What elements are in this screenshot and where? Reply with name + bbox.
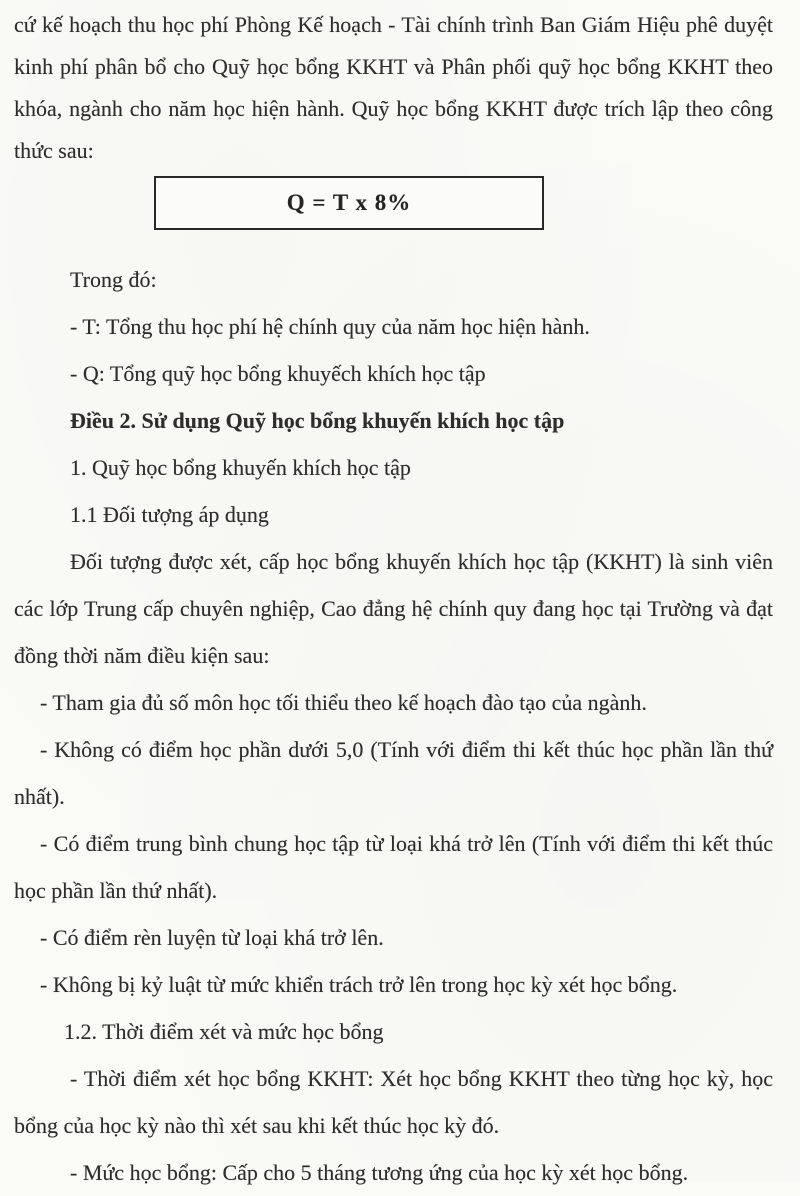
condition-item: - Có điểm trung bình chung học tập từ loại khá trở lên (Tính với điểm thi kết thúc học phần lần thứ nhất). — [14, 831, 773, 903]
formula-box — [154, 176, 544, 230]
condition-item: - Tham gia đủ số môn học tối thiểu theo kế hoạch đào tạo của ngành. — [40, 690, 647, 715]
item-1-2-heading: 1.2. Thời điểm xét và mức học bổng — [64, 1019, 384, 1044]
condition-item: - Không có điểm học phần dưới 5,0 (Tính với điểm thi kết thúc học phần lần thứ nhất). — [14, 737, 773, 809]
formula-text: Q = T x 8% — [286, 190, 412, 215]
in-which-label: Trong đó: — [70, 267, 157, 292]
definition-T: - T: Tổng thu học phí hệ chính quy của năm học hiện hành. — [70, 314, 590, 339]
condition-item: - Có điểm rèn luyện từ loại khá trở lên. — [40, 925, 384, 950]
condition-item: - Không bị kỷ luật từ mức khiển trách trở lên trong học kỳ xét học bổng. — [40, 972, 678, 997]
intro-paragraph: cứ kế hoạch thu học phí Phòng Kế hoạch - Tài chính trình Ban Giám Hiệu phê duyệt kinh phí phân bổ cho Quỹ học bổng KKHT và Phân phối quỹ học bổng KKHT theo khóa, ngành cho năm học hiện hành. Quỹ học bổng KKHT được trích lập theo công thức sau: — [14, 12, 773, 163]
definition-Q: - Q: Tổng quỹ học bổng khuyếch khích học tập — [70, 361, 486, 386]
article-2-heading: Điều 2. Sử dụng Quỹ học bổng khuyến khích học tập — [70, 408, 565, 433]
item-1-1-heading: 1.1 Đối tượng áp dụng — [70, 502, 269, 527]
amount-paragraph: - Mức học bổng: Cấp cho 5 tháng tương ứng của học kỳ xét học bổng. — [70, 1160, 689, 1185]
item-1-heading: 1. Quỹ học bổng khuyến khích học tập — [70, 455, 411, 480]
eligibility-paragraph: Đối tượng được xét, cấp học bổng khuyến khích học tập (KKHT) là sinh viên các lớp Trung cấp chuyên nghiệp, Cao đẳng hệ chính quy đang học tại Trường và đạt đồng thời năm điều kiện sau: — [14, 549, 773, 668]
timing-paragraph: - Thời điểm xét học bổng KKHT: Xét học bổng KKHT theo từng học kỳ, học bổng của học kỳ nào thì xét sau khi kết thúc học kỳ đó. — [14, 1066, 773, 1138]
